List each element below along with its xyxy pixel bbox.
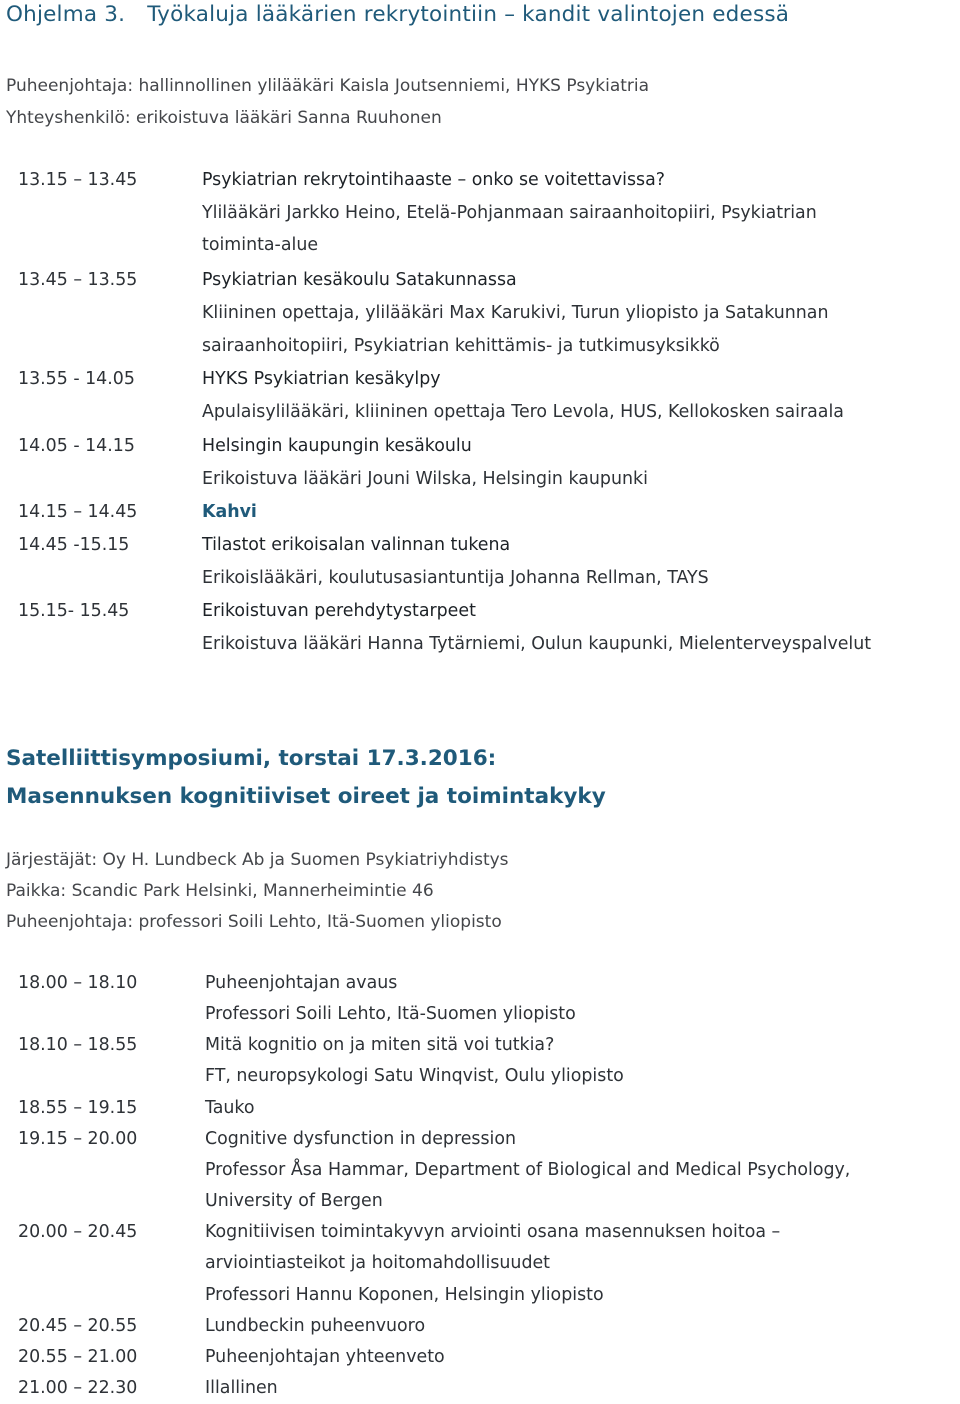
session-title: HYKS Psykiatrian kesäkylpy	[202, 369, 441, 389]
session-speaker-cont: sairaanhoitopiiri, Psykiatrian kehittämis- ja tutkimusyksikkö	[202, 336, 720, 356]
schedule-time: 18.10 – 18.55	[18, 1035, 138, 1055]
session-speaker: Apulaisylilääkäri, kliininen opettaja Tero Levola, HUS, Kellokosken sairaala	[202, 402, 844, 422]
session-title: Erikoistuvan perehdytystarpeet	[202, 601, 476, 621]
satellite-chair: Puheenjohtaja: professori Soili Lehto, Itä-Suomen yliopisto	[6, 912, 502, 932]
satellite-organizers: Järjestäjät: Oy H. Lundbeck Ab ja Suomen Psykiatriyhdistys	[6, 850, 509, 870]
session-speaker-cont: University of Bergen	[205, 1191, 383, 1211]
session-speaker: Erikoistuva lääkäri Hanna Tytärniemi, Oulun kaupunki, Mielenterveyspalvelut	[202, 634, 872, 654]
program-number: Ohjelma 3.	[6, 2, 126, 27]
session-title: Kahvi	[202, 502, 257, 522]
program-chair: Puheenjohtaja: hallinnollinen ylilääkäri Kaisla Joutsenniemi, HYKS Psykiatria	[6, 76, 650, 96]
program-title: Työkaluja lääkärien rekrytointiin – kandit valintojen edessä	[147, 2, 790, 27]
session-title: Mitä kognitio on ja miten sitä voi tutkia?	[205, 1035, 555, 1055]
schedule-time: 21.00 – 22.30	[18, 1378, 138, 1398]
session-speaker: Ylilääkäri Jarkko Heino, Etelä-Pohjanmaan sairaanhoitopiiri, Psykiatrian	[202, 203, 817, 223]
schedule-time: 13.45 – 13.55	[18, 270, 138, 290]
satellite-heading-line2: Masennuksen kognitiiviset oireet ja toimintakyky	[6, 784, 606, 809]
session-speaker: Erikoistuva lääkäri Jouni Wilska, Helsingin kaupunki	[202, 469, 648, 489]
schedule-time: 15.15- 15.45	[18, 601, 130, 621]
schedule-time: 14.05 - 14.15	[18, 436, 135, 456]
schedule-time: 13.55 - 14.05	[18, 369, 135, 389]
session-title: Helsingin kaupungin kesäkoulu	[202, 436, 472, 456]
schedule-time: 14.45 -15.15	[18, 535, 130, 555]
satellite-heading-line1: Satelliittisymposiumi, torstai 17.3.2016:	[6, 746, 497, 771]
session-speaker: Erikoislääkäri, koulutusasiantuntija Johanna Rellman, TAYS	[202, 568, 709, 588]
session-title: Tilastot erikoisalan valinnan tukena	[202, 535, 511, 555]
session-title: Tauko	[205, 1098, 255, 1118]
schedule-time: 20.00 – 20.45	[18, 1222, 138, 1242]
schedule-time: 19.15 – 20.00	[18, 1129, 138, 1149]
session-title-cont: arviointiasteikot ja hoitomahdollisuudet	[205, 1253, 551, 1273]
session-title: Puheenjohtajan yhteenveto	[205, 1347, 445, 1367]
session-speaker: Professor Åsa Hammar, Department of Biological and Medical Psychology,	[205, 1160, 851, 1180]
schedule-time: 13.15 – 13.45	[18, 170, 138, 190]
schedule-time: 20.45 – 20.55	[18, 1316, 138, 1336]
session-speaker: Kliininen opettaja, ylilääkäri Max Karukivi, Turun yliopisto ja Satakunnan	[202, 303, 829, 323]
schedule-time: 18.00 – 18.10	[18, 973, 138, 993]
session-speaker: FT, neuropsykologi Satu Winqvist, Oulu yliopisto	[205, 1066, 624, 1086]
session-title: Lundbeckin puheenvuoro	[205, 1316, 426, 1336]
satellite-venue: Paikka: Scandic Park Helsinki, Mannerheimintie 46	[6, 881, 434, 901]
schedule-time: 18.55 – 19.15	[18, 1098, 138, 1118]
session-title: Psykiatrian kesäkoulu Satakunnassa	[202, 270, 517, 290]
session-speaker: Professori Soili Lehto, Itä-Suomen yliopisto	[205, 1004, 576, 1024]
session-title: Psykiatrian rekrytointihaaste – onko se voitettavissa?	[202, 170, 665, 190]
program-contact: Yhteyshenkilö: erikoistuva lääkäri Sanna Ruuhonen	[6, 108, 442, 128]
program-heading	[6, 2, 789, 27]
session-title: Illallinen	[205, 1378, 278, 1398]
session-speaker-cont: toiminta-alue	[202, 235, 319, 255]
schedule-time: 20.55 – 21.00	[18, 1347, 138, 1367]
schedule-time: 14.15 – 14.45	[18, 502, 138, 522]
session-title: Puheenjohtajan avaus	[205, 973, 398, 993]
session-speaker: Professori Hannu Koponen, Helsingin yliopisto	[205, 1285, 604, 1305]
session-title: Cognitive dysfunction in depression	[205, 1129, 517, 1149]
session-title: Kognitiivisen toimintakyvyn arviointi osana masennuksen hoitoa –	[205, 1222, 781, 1242]
